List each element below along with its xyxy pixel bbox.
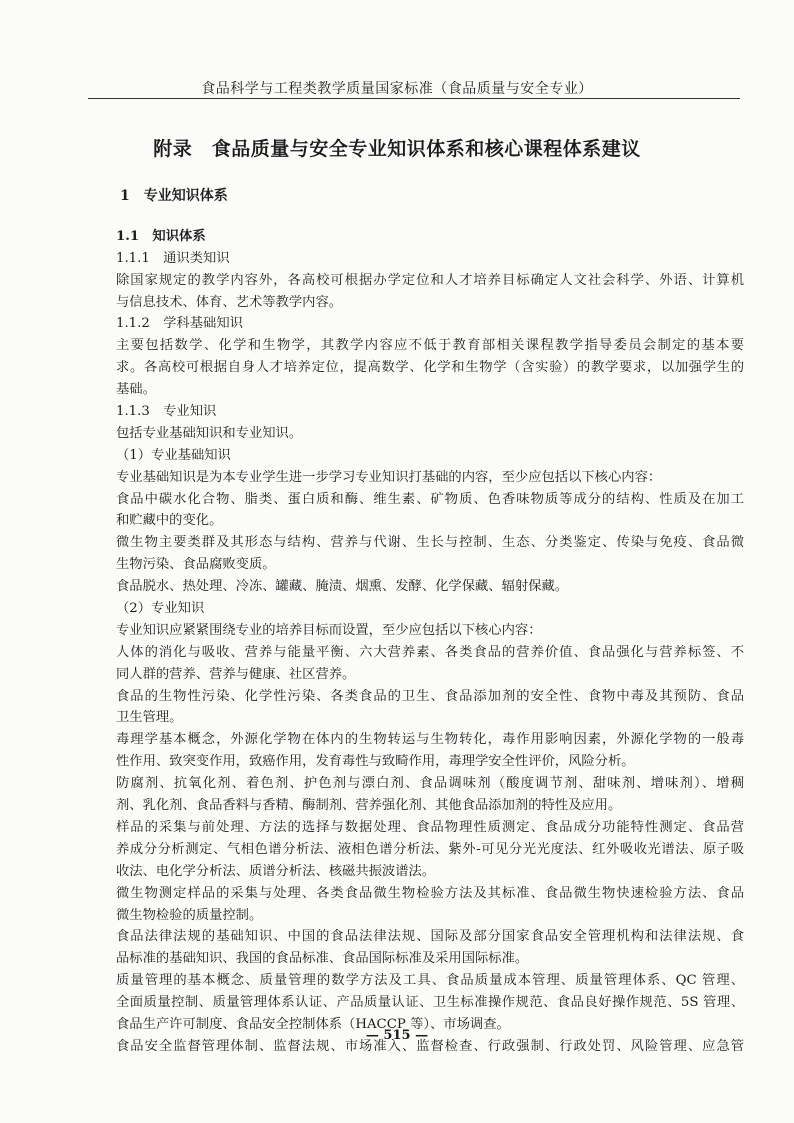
paragraph-line: 包括专业基础知识和专业知识。 bbox=[116, 425, 303, 441]
paragraph-line: 基础。 bbox=[116, 382, 156, 398]
paragraph-line: 与信息技术、体育、艺术等教学内容。 bbox=[116, 294, 343, 310]
paragraph-line: 质量管理的基本概念、质量管理的数学方法及工具、食品质量成本管理、质量管理体系、QC 管理、 bbox=[116, 973, 744, 989]
paragraph-line: 品标准的基础知识、我国的食品标准、食品国际标准及采用国际标准。 bbox=[116, 951, 529, 967]
paragraph-line: 全面质量控制、质量管理体系认证、产品质量认证、卫生标准操作规范、食品良好操作规范、5S 管理、 bbox=[116, 995, 744, 1011]
paragraph-line: 卫生管理。 bbox=[116, 710, 183, 726]
paragraph-line: 剂、乳化剂、食品香料与香精、酶制剂、营养强化剂、其他食品添加剂的特性及应用。 bbox=[116, 798, 622, 814]
header-rule bbox=[88, 98, 740, 99]
paragraph-line: 微生物检验的质量控制。 bbox=[116, 907, 263, 923]
paragraph-line: 食品生产许可制度、食品安全控制体系（HACCP 等）、市场调查。 bbox=[116, 1016, 510, 1032]
appendix-title: 附录 食品质量与安全专业知识体系和核心课程体系建议 bbox=[153, 138, 641, 160]
paragraph-line: 性作用、致突变作用，致癌作用，发育毒性与致畸作用，毒理学安全性评价，风险分析。 bbox=[116, 754, 635, 770]
paragraph-line: 食品中碳水化合物、脂类、蛋白质和酶、维生素、矿物质、色香味物质等成分的结构、性质及在加工 bbox=[116, 491, 744, 507]
paragraph-line: 食品安全监督管理体制、监督法规、市场准入、监督检查、行政强制、行政处罚、风险管理、应急管 bbox=[116, 1038, 744, 1054]
paragraph-line: 食品法律法规的基础知识、中国的食品法律法规、国际及部分国家食品安全管理机构和法律法规、食 bbox=[116, 929, 744, 945]
paragraph-line: 和贮藏中的变化。 bbox=[116, 513, 223, 529]
paragraph-line: 样品的采集与前处理、方法的选择与数据处理、食品物理性质测定、食品成分功能特性测定、食品营 bbox=[116, 819, 744, 835]
subsection-heading: （1）专业基础知识 bbox=[116, 447, 231, 463]
section-heading-1-1-1: 1.1.1 通识类知识 bbox=[116, 250, 230, 266]
section-heading-1-1-2: 1.1.2 学科基础知识 bbox=[116, 316, 243, 332]
paragraph-line: 主要包括数学、化学和生物学，其教学内容应不低于教育部相关课程教学指导委员会制定的基本要 bbox=[116, 338, 744, 354]
section-heading-1-1-3: 1.1.3 专业知识 bbox=[116, 404, 217, 420]
paragraph-line: 微生物测定样品的采集与处理、各类食品微生物检验方法及其标准、食品微生物快速检验方法、食品 bbox=[116, 885, 744, 901]
paragraph-line: 生物污染、食品腐败变质。 bbox=[116, 557, 276, 573]
paragraph-line: 防腐剂、抗氧化剂、着色剂、护色剂与漂白剂、食品调味剂（酸度调节剂、甜味剂、增味剂）、增稠 bbox=[116, 776, 744, 792]
running-header: 食品科学与工程类教学质量国家标准（食品质量与安全专业） bbox=[201, 81, 593, 97]
section-heading-1: 1 专业知识体系 bbox=[120, 188, 228, 204]
paragraph-line: 微生物主要类群及其形态与结构、营养与代谢、生长与控制、生态、分类鉴定、传染与免疫、食品微 bbox=[116, 535, 744, 551]
paragraph-line: 专业基础知识是为本专业学生进一步学习专业知识打基础的内容，至少应包括以下核心内容： bbox=[116, 469, 662, 485]
section-heading-1-1: 1.1 知识体系 bbox=[116, 228, 206, 244]
paragraph-line: 食品脱水、热处理、冷冻、罐藏、腌渍、烟熏、发酵、化学保藏、辐射保藏。 bbox=[116, 579, 569, 595]
subsection-heading: （2）专业知识 bbox=[116, 601, 205, 617]
page-number: — 515 — bbox=[365, 1028, 429, 1043]
paragraph-line: 养成分分析测定、气相色谱分析法、液相色谱分析法、紫外-可见分光光度法、红外吸收光谱法、原子吸 bbox=[116, 841, 744, 857]
paragraph-line: 求。各高校可根据自身人才培养定位，提高数学、化学和生物学（含实验）的教学要求，以加强学生的 bbox=[116, 360, 744, 376]
paragraph-line: 收法、电化学分析法、质谱分析法、核磁共振波谱法。 bbox=[116, 863, 436, 879]
body-text bbox=[116, 186, 744, 1058]
paragraph-line: 食品的生物性污染、化学性污染、各类食品的卫生、食品添加剂的安全性、食物中毒及其预防、食品 bbox=[116, 688, 744, 704]
paragraph-line: 专业知识应紧紧围绕专业的培养目标而设置，至少应包括以下核心内容： bbox=[116, 622, 542, 638]
paragraph-line: 毒理学基本概念，外源化学物在体内的生物转运与生物转化，毒作用影响因素，外源化学物的一般毒 bbox=[116, 732, 744, 748]
paragraph-line: 人体的消化与吸收、营养与能量平衡、六大营养素、各类食品的营养价值、食品强化与营养标签、不 bbox=[116, 644, 744, 660]
paragraph-line: 同人群的营养、营养与健康、社区营养。 bbox=[116, 666, 356, 682]
paragraph-line: 除国家规定的教学内容外，各高校可根据办学定位和人才培养目标确定人文社会科学、外语、计算机 bbox=[116, 272, 744, 288]
